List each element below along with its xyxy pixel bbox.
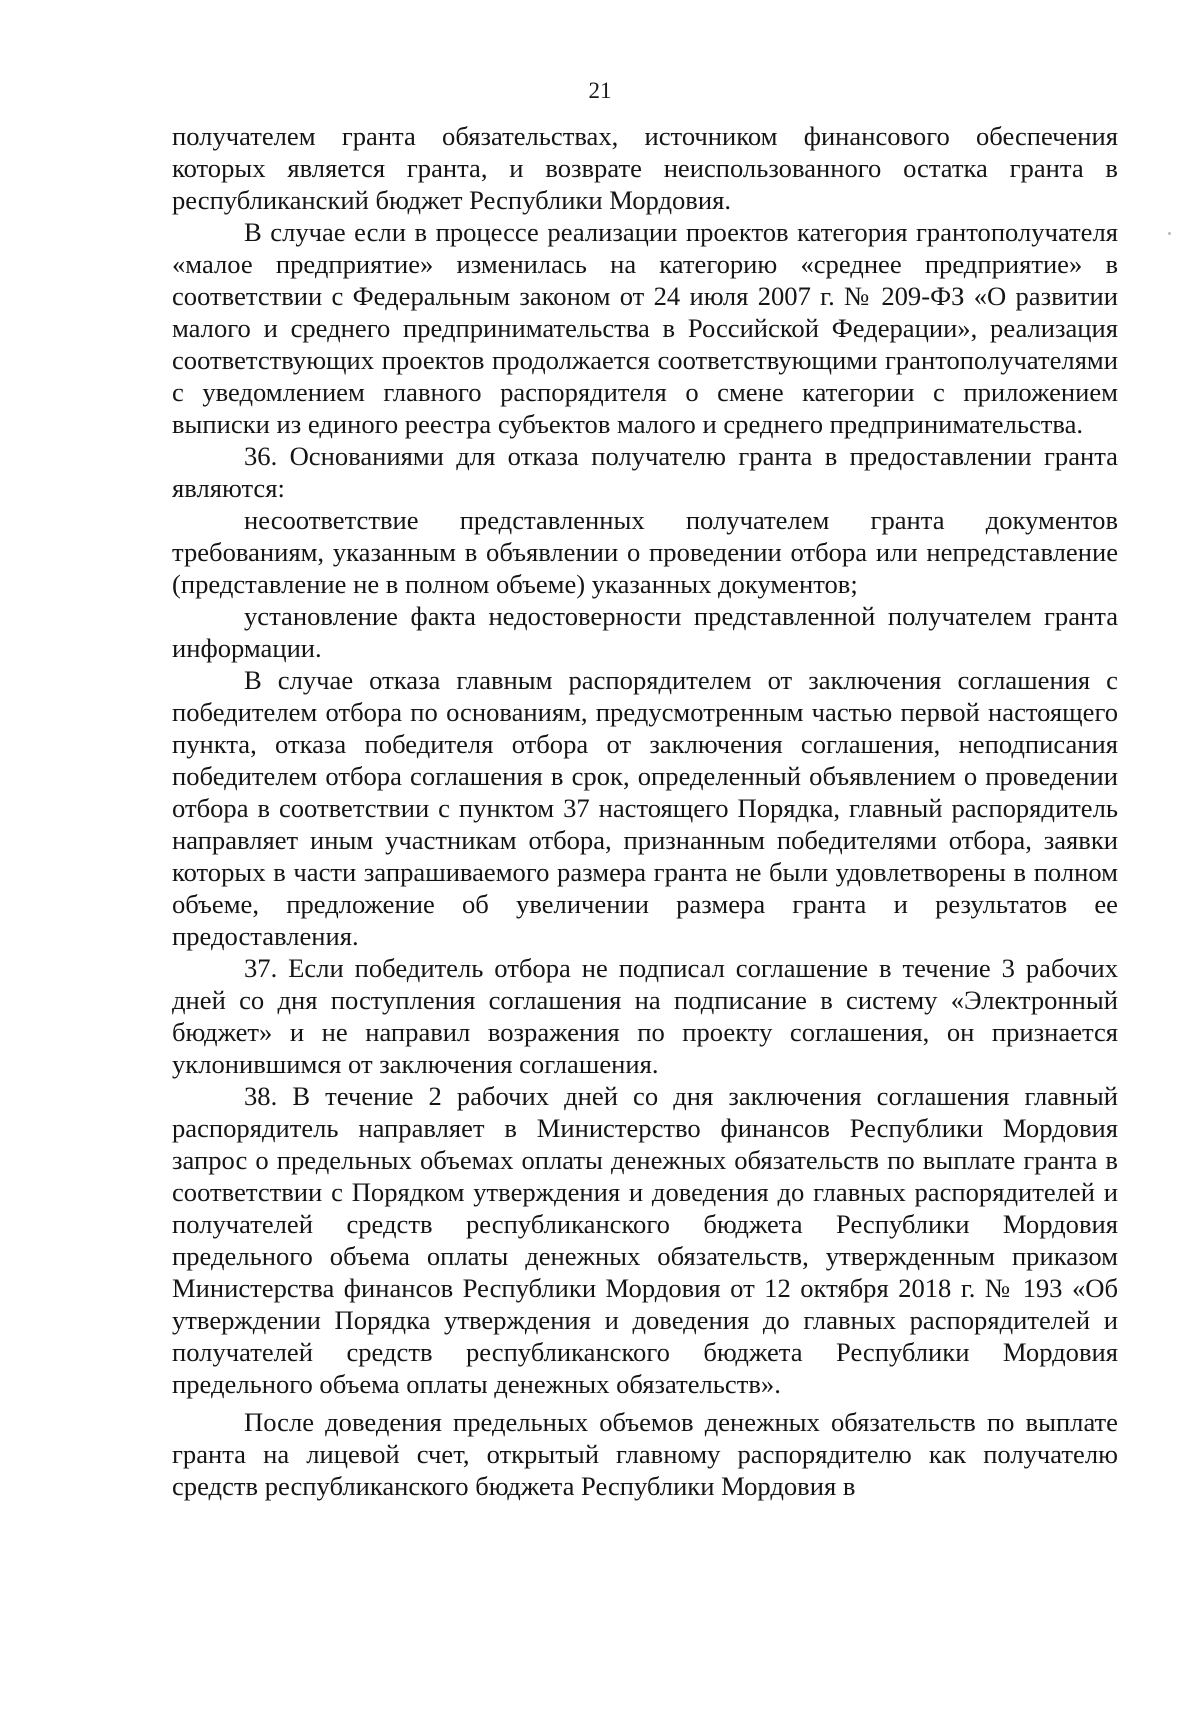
paragraph-7: 37. Если победитель отбора не подписал соглашение в течение 3 рабочих дней со дня поступления соглашения на подписание в систему «Электронный бюджет» и не направил возражения по проекту соглашения, он признается уклонившимся от заключения соглашения. [172,953,1118,1079]
paragraph-6: В случае отказа главным распорядителем от заключения соглашения с победителем отбора по основаниям, предусмотренным частью первой настоящего пункта, отказа победителя отбора от заключения соглашения, неподписания победителем отбора соглашения в срок, определенный объявлением о проведении отбора в соответствии с пунктом 37 настоящего Порядка, главный распорядитель направляет иным участникам отбора, признанным победителями отбора, заявки которых в части запрашиваемого размера гранта не были удовлетворены в полном объеме, предложение об увеличении размера гранта и результатов ее предоставления. [172,665,1118,951]
page-number: 21 [588,78,612,103]
scan-speck [1168,232,1171,235]
paragraph-2: В случае если в процессе реализации проектов категория грантополучателя «малое предприятие» изменилась на категорию «среднее предприятие» в соответствии с Федеральным законом от 24 июля 2007 г. № 209-ФЗ «О развитии малого и среднего предпринимательства в Российской Федерации», реализация соответствующих проектов продолжается соответствующими грантополучателями с уведомлением главного распорядителя о смене категории с приложением выписки из единого реестра субъектов малого и среднего предпринимательства. [172,217,1118,439]
paragraph-8: 38. В течение 2 рабочих дней со дня заключения соглашения главный распорядитель направляет в Министерство финансов Республики Мордовия запрос о предельных объемах оплаты денежных обязательств по выплате гранта в соответствии с Порядком утверждения и доведения до главных распорядителей и получателей средств республиканского бюджета Республики Мордовия предельного объема оплаты денежных обязательств, утвержденным приказом Министерства финансов Республики Мордовия от 12 октября 2018 г. № 193 «Об утверждении Порядка утверждения и доведения до главных распорядителей и получателей средств республиканского бюджета Республики Мордовия предельного объема оплаты денежных обязательств». [172,1081,1118,1399]
paragraph-5: установление факта недостоверности представленной получателем гранта информации. [172,601,1118,663]
document-body [172,120,1118,1502]
paragraph-1: получателем гранта обязательствах, источником финансового обеспечения которых является гранта, и возврате неиспользованного остатка гранта в республиканский бюджет Республики Мордовия. [172,121,1118,215]
paragraph-3: 36. Основаниями для отказа получателю гранта в предоставлении гранта являются: [172,441,1118,503]
paragraph-9: После доведения предельных объемов денежных обязательств по выплате гранта на лицевой счет, открытый главному распорядителю как получателю средств республиканского бюджета Республики Мордовия в [172,1407,1118,1501]
paragraph-4: несоответствие представленных получателем гранта документов требованиям, указанным в объявлении о проведении отбора или непредставление (представление не в полном объеме) указанных документов; [172,505,1118,599]
